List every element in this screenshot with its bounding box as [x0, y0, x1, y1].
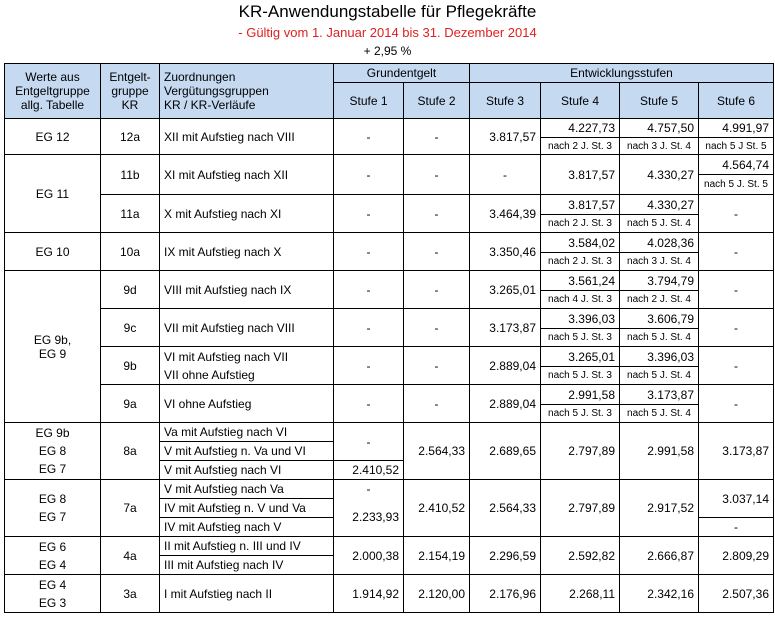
stufe6-cell: -: [699, 518, 774, 537]
stufe4-cell: 2.797,89: [541, 480, 620, 537]
stufe5-cell: 4.330,27: [620, 155, 699, 195]
stufe6-cell: -: [699, 233, 774, 271]
stufe5-cell: 4.757,50: [620, 119, 699, 138]
stufe5-note: nach 3 J. St. 4: [620, 253, 699, 271]
stufe3-cell: 3.173,87: [470, 309, 541, 347]
stufe5-note: nach 3 J. St. 4: [620, 138, 699, 155]
stufe3-cell: 2.296,59: [470, 537, 541, 575]
table-row: [5, 480, 774, 499]
table-row: [5, 155, 774, 175]
zuordnung-cell: VIII mit Aufstieg nach IX: [160, 271, 334, 309]
stufe1-cell: -: [334, 195, 404, 233]
stufe3-cell: 2.889,04: [470, 385, 541, 423]
eg-cell: EG 12: [5, 119, 101, 155]
stufe5-cell: 3.173,87: [620, 385, 699, 405]
zuordnung-cell: IV mit Aufstieg nach V: [160, 518, 334, 537]
stufe5-cell: 3.396,03: [620, 347, 699, 367]
stufe6-cell: -: [699, 195, 774, 233]
stufe4-cell: 3.265,01: [541, 347, 620, 367]
zuordnung-cell: V mit Aufstieg nach Va: [160, 480, 334, 499]
zuordnung-cell: VII mit Aufstieg nach VIII: [160, 309, 334, 347]
stufe1-cell: 2.000,38: [334, 537, 404, 575]
stufe4-note: nach 2 J. St. 3: [541, 253, 620, 271]
stufe2-cell: -: [404, 309, 470, 347]
stufe2-cell: 2.154,19: [404, 537, 470, 575]
zuordnung-cell: XI mit Aufstieg nach XII: [160, 155, 334, 195]
stufe4-note: nach 5 J. St. 3: [541, 367, 620, 385]
kr-cell: 11b: [101, 155, 160, 195]
stufe5-cell: 4.330,27: [620, 195, 699, 215]
stufe1-cell: -: [334, 423, 404, 461]
kr-cell: 4a: [101, 537, 160, 575]
header-entwicklungsstufen: Entwicklungsstufen: [470, 64, 774, 83]
eg-cell: EG 10: [5, 233, 101, 271]
zuordnung-cell: IV mit Aufstieg n. V und Va: [160, 499, 334, 518]
table-row: [5, 119, 774, 138]
zuordnung-cell: XII mit Aufstieg nach VIII: [160, 119, 334, 155]
stufe1-cell: -: [334, 347, 404, 385]
stufe4-cell: 2.592,82: [541, 537, 620, 575]
kr-cell: 9c: [101, 309, 160, 347]
stufe6-cell: 2.507,36: [699, 575, 774, 613]
stufe3-cell: -: [470, 155, 541, 195]
stufe1-cell: 2.233,93: [334, 499, 404, 537]
stufe4-cell: 2.991,58: [541, 385, 620, 405]
kr-cell: 3a: [101, 575, 160, 613]
kr-cell: 7a: [101, 480, 160, 537]
stufe6-note: nach 5 J St. 5: [699, 138, 774, 155]
header-stufe-1: Stufe 1: [334, 83, 404, 119]
stufe6-cell: 4.991,97: [699, 119, 774, 138]
stufe3-cell: 3.265,01: [470, 271, 541, 309]
table-row: [5, 385, 774, 405]
stufe5-note: nach 5 J. St. 4: [620, 329, 699, 347]
stufe6-cell: -: [699, 271, 774, 309]
stufe1-cell: -: [334, 271, 404, 309]
stufe5-cell: 3.794,79: [620, 271, 699, 291]
stufe2-cell: 2.120,00: [404, 575, 470, 613]
stufe5-cell: 3.606,79: [620, 309, 699, 329]
table-row: [5, 271, 774, 291]
stufe4-cell: 2.797,89: [541, 423, 620, 480]
stufe6-cell: -: [699, 309, 774, 347]
stufe4-note: nach 2 J. St. 3: [541, 215, 620, 233]
stufe3-cell: 3.817,57: [470, 119, 541, 155]
stufe3-cell: 3.464,39: [470, 195, 541, 233]
stufe1-cell: 1.914,92: [334, 575, 404, 613]
table-row: [5, 423, 774, 442]
stufe4-note: nach 5 J. St. 3: [541, 405, 620, 423]
eg-cell: EG 9b, EG 9: [5, 271, 101, 423]
eg-cell: EG 9b EG 8 EG 7: [5, 423, 101, 480]
stufe1-cell: -: [334, 385, 404, 423]
zuordnung-cell: Va mit Aufstieg nach VI: [160, 423, 334, 442]
header-eg: Werte aus Entgeltgruppe allg. Tabelle: [5, 64, 101, 119]
stufe1-cell: -: [334, 309, 404, 347]
kr-cell: 11a: [101, 195, 160, 233]
stufe4-cell: 4.227,73: [541, 119, 620, 138]
header-grundentgelt: Grundentgelt: [334, 64, 470, 83]
stufe6-cell: 3.037,14: [699, 480, 774, 518]
header-stufe-5: Stufe 5: [620, 83, 699, 119]
stufe4-cell: 3.584,02: [541, 233, 620, 253]
stufe6-cell: 4.564,74: [699, 155, 774, 175]
stufe2-cell: -: [404, 347, 470, 385]
increase-percentage: + 2,95 %: [363, 44, 412, 58]
stufe2-cell: -: [404, 271, 470, 309]
eg-cell: EG 6 EG 4: [5, 537, 101, 575]
zuordnung-cell: V mit Aufstieg n. Va und VI: [160, 442, 334, 461]
stufe1-cell: -: [334, 480, 404, 499]
stufe2-cell: -: [404, 233, 470, 271]
kr-cell: 9d: [101, 271, 160, 309]
kr-cell: 8a: [101, 423, 160, 480]
table-row: [5, 537, 774, 556]
header-kr: Entgelt- gruppe KR: [101, 64, 160, 119]
stufe2-cell: 2.564,33: [404, 423, 470, 480]
stufe1-cell: -: [334, 119, 404, 155]
stufe5-cell: 2.342,16: [620, 575, 699, 613]
stufe4-cell: 3.817,57: [541, 195, 620, 215]
zuordnung-cell: III mit Aufstieg nach IV: [160, 556, 334, 575]
kr-cell: 10a: [101, 233, 160, 271]
stufe6-note: nach 5 J. St. 5: [699, 175, 774, 195]
stufe1-cell: -: [334, 155, 404, 195]
table-row: [5, 347, 774, 367]
validity-subtitle: - Gültig vom 1. Januar 2014 bis 31. Dezember 2014: [238, 25, 537, 40]
zuordnung-cell: IX mit Aufstieg nach X: [160, 233, 334, 271]
header-stufe-3: Stufe 3: [470, 83, 541, 119]
stufe3-cell: 3.350,46: [470, 233, 541, 271]
stufe5-cell: 2.917,52: [620, 480, 699, 537]
stufe2-cell: 2.410,52: [404, 480, 470, 537]
stufe4-note: nach 4 J. St. 3: [541, 291, 620, 309]
page-title: KR-Anwendungstabelle für Pflegekräfte: [238, 2, 537, 21]
stufe5-cell: 4.028,36: [620, 233, 699, 253]
stufe6-cell: -: [699, 385, 774, 423]
zuordnung-cell: X mit Aufstieg nach XI: [160, 195, 334, 233]
stufe5-cell: 2.666,87: [620, 537, 699, 575]
stufe4-note: nach 5 J. St. 3: [541, 329, 620, 347]
table-row: [5, 195, 774, 215]
eg-cell: EG 4 EG 3: [5, 575, 101, 613]
stufe3-cell: 2.889,04: [470, 347, 541, 385]
stufe4-cell: 3.561,24: [541, 271, 620, 291]
stufe2-cell: -: [404, 195, 470, 233]
stufe5-note: nach 5 J. St. 4: [620, 405, 699, 423]
table-row: [5, 233, 774, 253]
stufe3-cell: 2.564,33: [470, 480, 541, 537]
header-stufe-4: Stufe 4: [541, 83, 620, 119]
eg-cell: EG 11: [5, 155, 101, 233]
stufe6-cell: 2.809,29: [699, 537, 774, 575]
stufe2-cell: -: [404, 155, 470, 195]
zuordnung-cell: VI mit Aufstieg nach VII VII ohne Aufstieg: [160, 347, 334, 385]
stufe1-cell: -: [334, 233, 404, 271]
table-row: [5, 309, 774, 329]
zuordnung-cell: VI ohne Aufstieg: [160, 385, 334, 423]
stufe2-cell: -: [404, 385, 470, 423]
kr-table: [4, 63, 774, 613]
stufe4-cell: 3.817,57: [541, 155, 620, 195]
stufe2-cell: -: [404, 119, 470, 155]
stufe4-cell: 2.268,11: [541, 575, 620, 613]
stufe6-cell: -: [699, 347, 774, 385]
eg-cell: EG 8 EG 7: [5, 480, 101, 537]
header-stufe-2: Stufe 2: [404, 83, 470, 119]
kr-cell: 12a: [101, 119, 160, 155]
zuordnung-cell: V mit Aufstieg nach VI: [160, 461, 334, 480]
stufe6-cell: 3.173,87: [699, 423, 774, 480]
zuordnung-cell: II mit Aufstieg n. III und IV: [160, 537, 334, 556]
stufe5-note: nach 5 J. St. 4: [620, 367, 699, 385]
kr-cell: 9a: [101, 385, 160, 423]
header-zuordnungen: Zuordnungen Vergütungsgruppen KR / KR-Verläufe: [160, 64, 334, 119]
kr-cell: 9b: [101, 347, 160, 385]
header-stufe-6: Stufe 6: [699, 83, 774, 119]
stufe3-cell: 2.689,65: [470, 423, 541, 480]
stufe5-cell: 2.991,58: [620, 423, 699, 480]
stufe5-note: nach 2 J. St. 4: [620, 291, 699, 309]
stufe3-cell: 2.176,96: [470, 575, 541, 613]
zuordnung-cell: I mit Aufstieg nach II: [160, 575, 334, 613]
stufe5-note: nach 5 J. St. 4: [620, 215, 699, 233]
table-row: [5, 575, 774, 613]
stufe4-cell: 3.396,03: [541, 309, 620, 329]
stufe1-cell: 2.410,52: [334, 461, 404, 480]
stufe4-note: nach 2 J. St. 3: [541, 138, 620, 155]
